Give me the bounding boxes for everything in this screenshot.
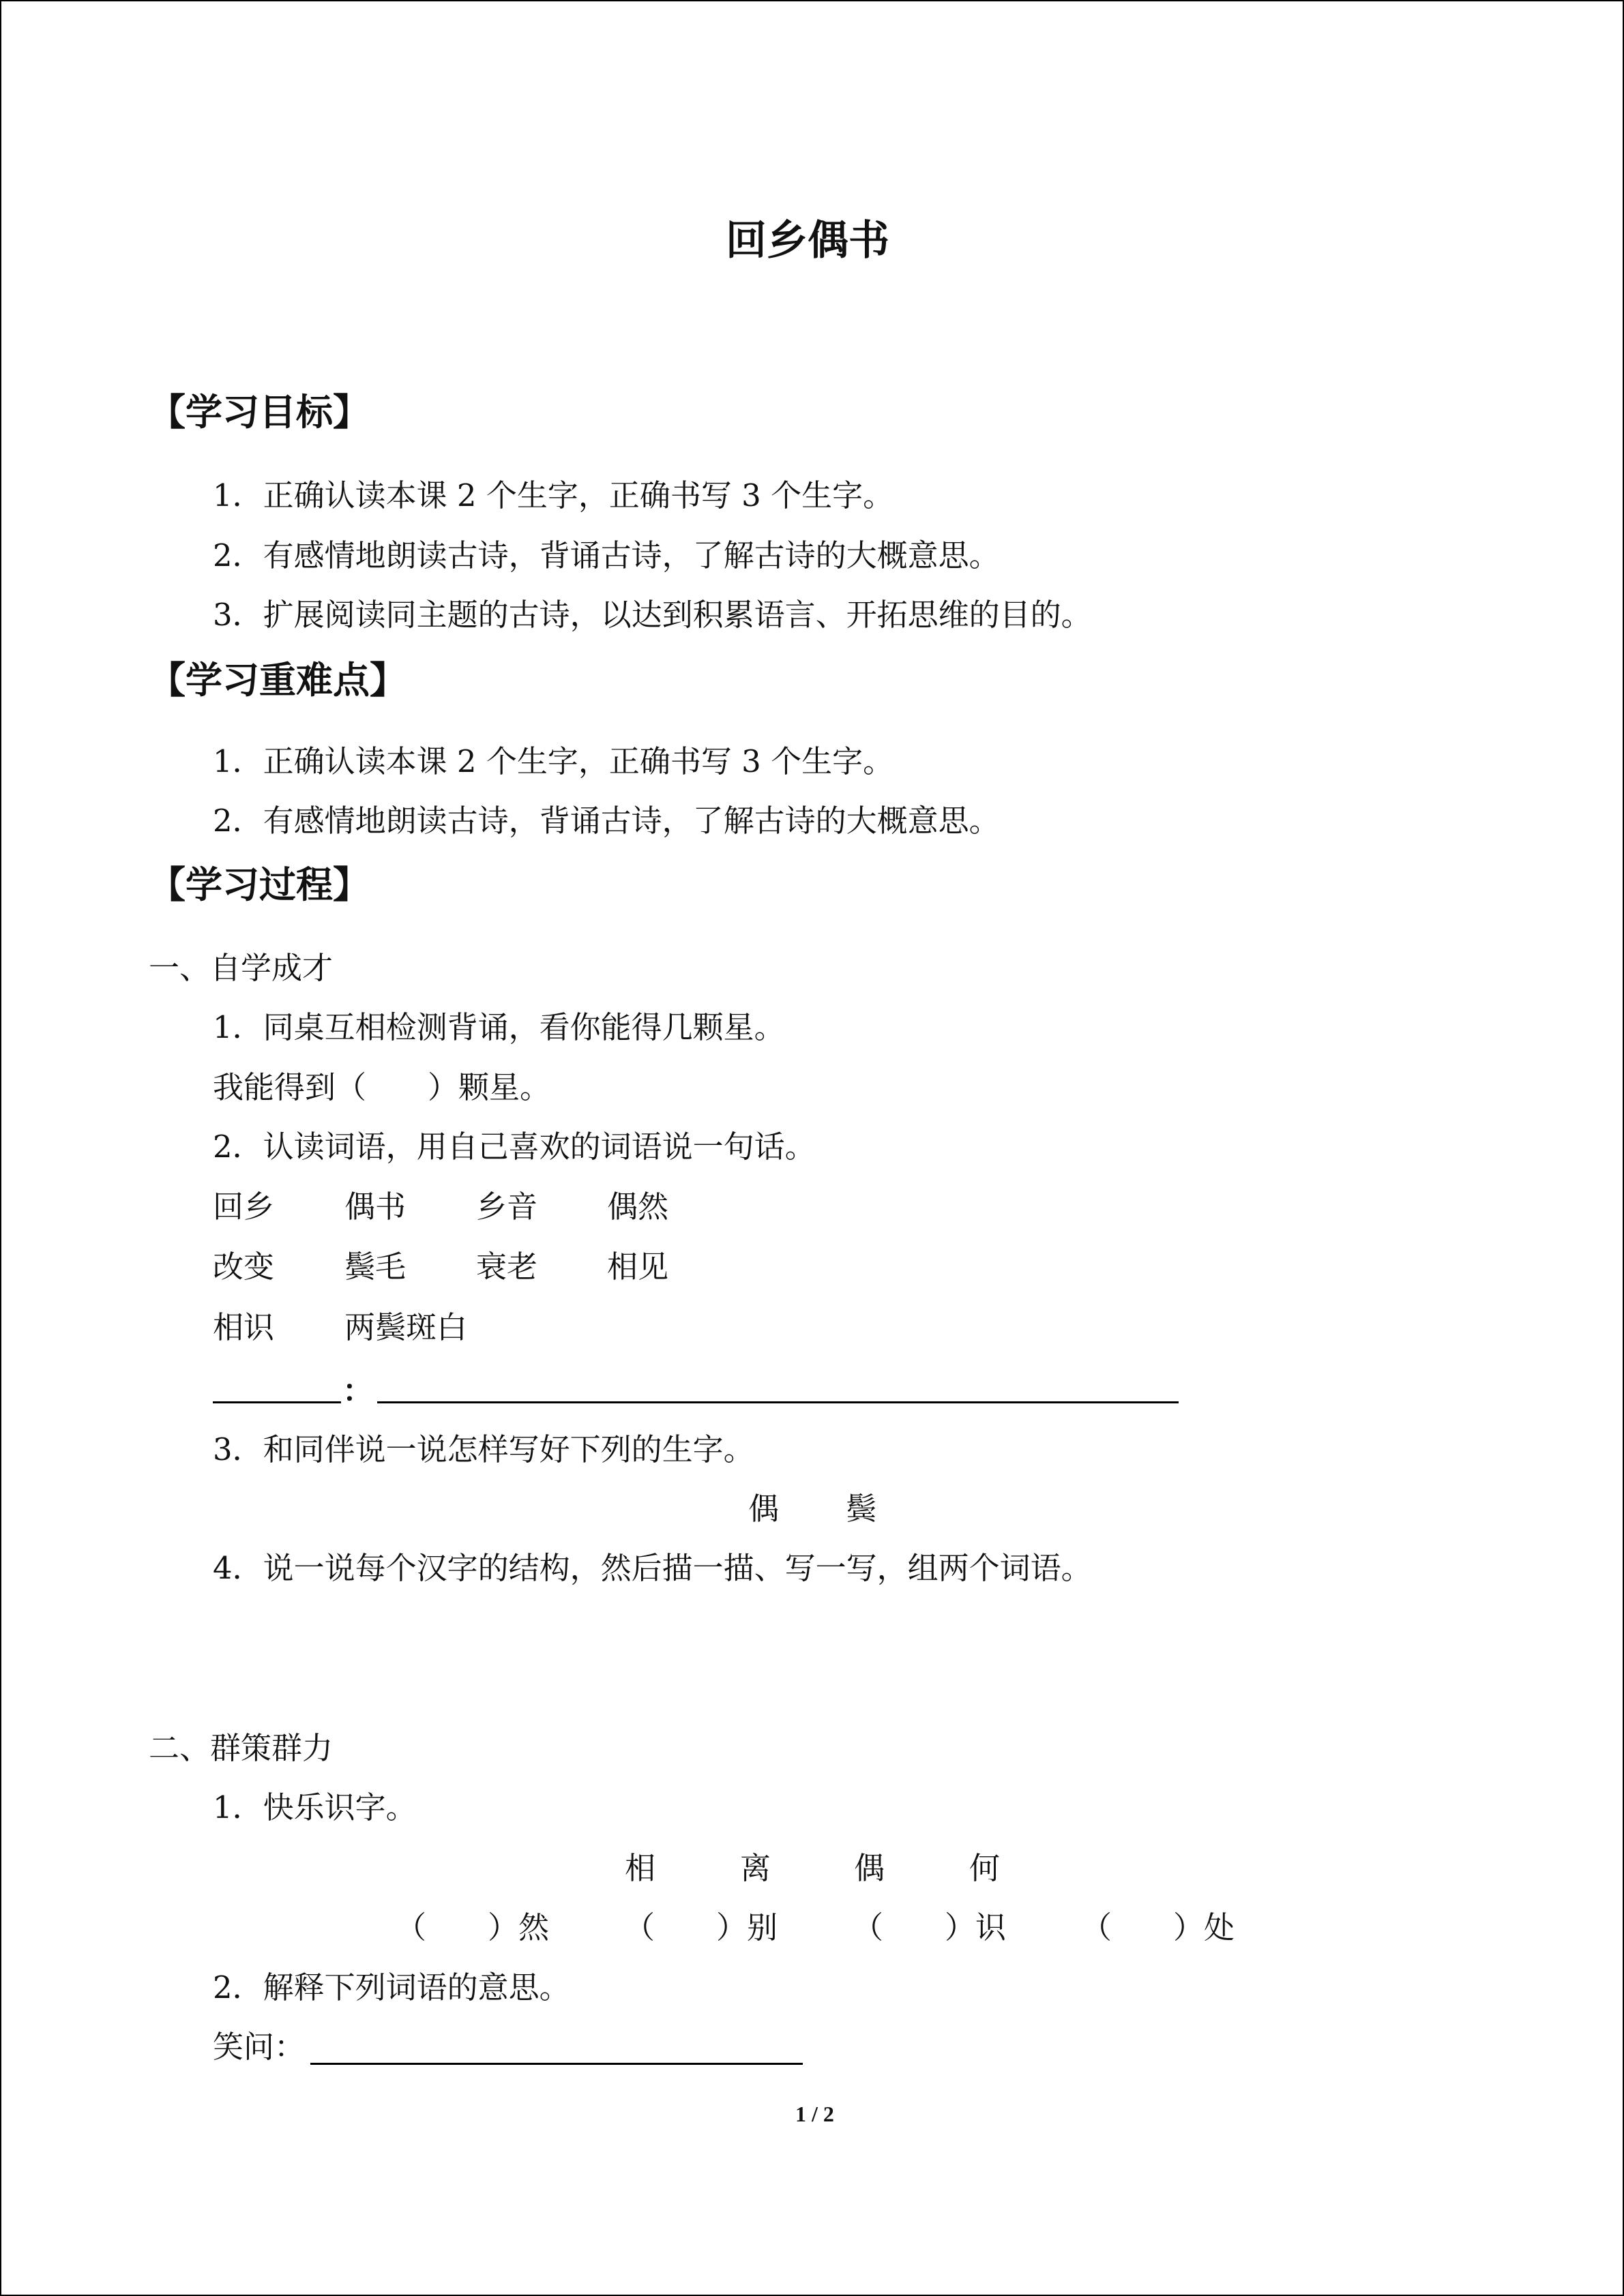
goal-item: 2．有感情地朗读古诗，背诵古诗，了解古诗的大概意思。 — [213, 537, 1000, 573]
part1-question-1: 1．同桌互相检测背诵，看你能得几颗星。 — [213, 1009, 785, 1045]
word-blank-line[interactable] — [213, 1401, 341, 1403]
goals-heading: 【学习目标】 — [149, 391, 370, 434]
key-point-item: 1．正确认读本课 2 个生字，正确书写 3 个生字。 — [213, 743, 894, 779]
part1-question-2: 2．认读词语，用自己喜欢的词语说一句话。 — [213, 1129, 816, 1165]
sentence-blank-line[interactable] — [377, 1401, 1179, 1403]
literacy-blank[interactable]: （ ）然 — [396, 1909, 550, 1945]
vocab-word: 相见 — [607, 1249, 669, 1285]
part2-title: 二、群策群力 — [149, 1730, 334, 1766]
practice-char: 偶 — [748, 1491, 780, 1527]
part1-title: 一、自学成才 — [149, 950, 334, 986]
term-answer-line[interactable] — [310, 2063, 803, 2065]
literacy-char: 偶 — [854, 1850, 885, 1886]
vocab-word: 鬓毛 — [344, 1249, 407, 1285]
vocab-word: 改变 — [213, 1249, 275, 1285]
practice-char: 鬓 — [846, 1491, 877, 1527]
literacy-blank[interactable]: （ ）识 — [853, 1909, 1007, 1945]
part1-question-4: 4．说一说每个汉字的结构，然后描一描、写一写，组两个词语。 — [213, 1550, 1092, 1586]
vocab-word: 回乡 — [213, 1189, 275, 1225]
literacy-char: 相 — [625, 1850, 656, 1886]
star-answer-line: 我能得到（ ）颗星。 — [213, 1069, 551, 1105]
vocab-word: 偶书 — [344, 1189, 407, 1225]
part1-question-3: 3．和同伴说一说怎样写好下列的生字。 — [213, 1431, 754, 1467]
vocab-word: 衰老 — [476, 1249, 538, 1285]
key-points-heading: 【学习重难点】 — [149, 659, 407, 702]
vocab-word: 两鬓斑白 — [344, 1309, 468, 1345]
page-title: 回乡偶书 — [726, 217, 889, 265]
vocab-word: 相识 — [213, 1309, 275, 1345]
literacy-blank[interactable]: （ ）处 — [1081, 1909, 1235, 1945]
vocab-word: 偶然 — [607, 1189, 669, 1225]
key-point-item: 2．有感情地朗读古诗，背诵古诗，了解古诗的大概意思。 — [213, 803, 1000, 839]
page-number: 1 / 2 — [795, 2102, 834, 2126]
process-heading: 【学习过程】 — [149, 863, 370, 906]
goal-item: 1．正确认读本课 2 个生字，正确书写 3 个生字。 — [213, 477, 894, 513]
part2-question-2: 2．解释下列词语的意思。 — [213, 1969, 570, 2006]
literacy-char: 离 — [740, 1850, 771, 1886]
literacy-char: 何 — [969, 1850, 1001, 1886]
literacy-blank[interactable]: （ ）别 — [624, 1909, 778, 1945]
goal-item: 3．扩展阅读同主题的古诗，以达到积累语言、开拓思维的目的。 — [213, 597, 1092, 633]
vocab-word: 乡音 — [476, 1189, 538, 1225]
term-label: 笑问： — [213, 2029, 306, 2065]
part2-question-1: 1．快乐识字。 — [213, 1789, 417, 1825]
colon: ： — [342, 1373, 374, 1409]
